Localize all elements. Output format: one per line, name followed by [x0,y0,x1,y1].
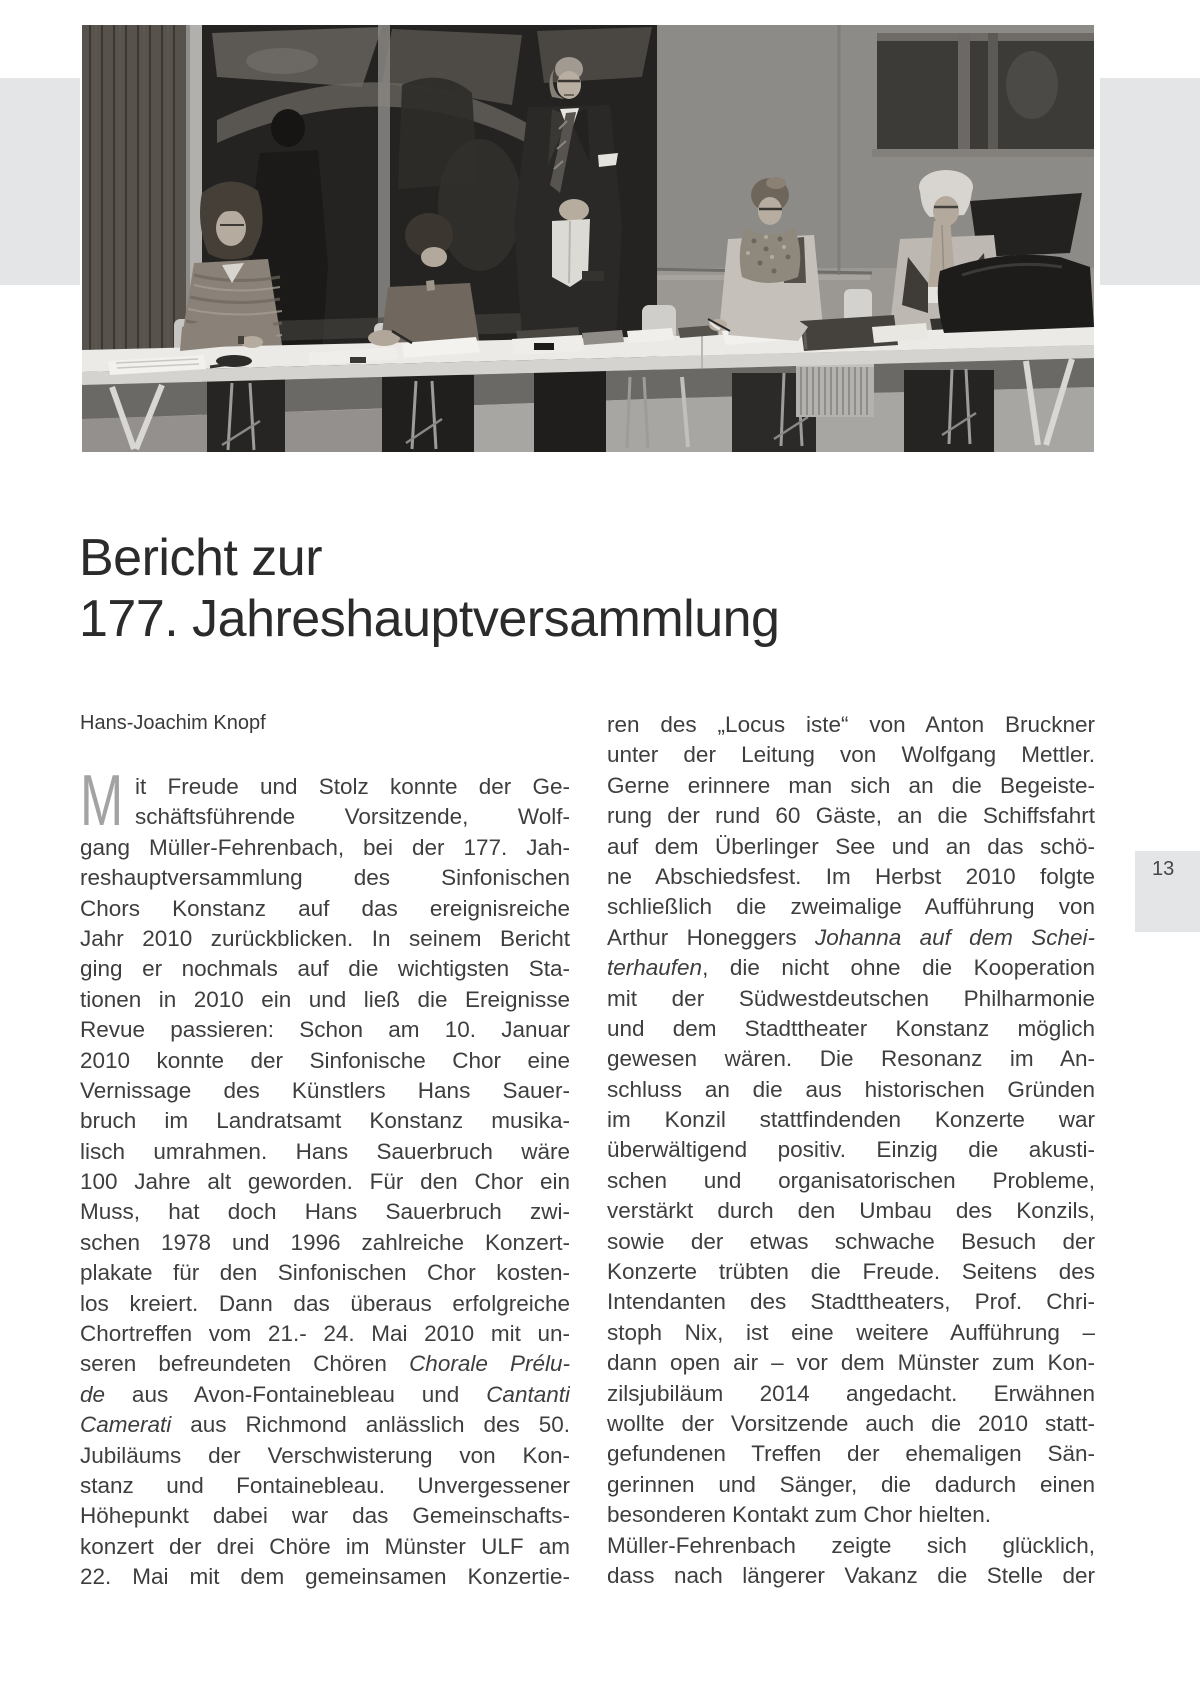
text-line: mit der Südwestdeutschen Philharmonie [607,985,1095,1011]
text-line: schäftsführende Vorsitzende, Wolf- [135,804,570,830]
text-column-left [80,772,570,1593]
article-title-line1: Bericht zur [79,529,323,587]
text-line: los kreiert. Dann das überaus erfolgreiche [80,1290,570,1316]
text-line: Muss, hat doch Hans Sauerbruch zwi- [80,1199,570,1225]
text-column-right [607,710,1095,1591]
author-byline: Hans-Joachim Knopf [80,712,266,734]
text-line: Chortreffen vom 21.- 24. Mai 2010 mit un- [80,1321,570,1347]
text-line: konzert der drei Chöre im Münster ULF am [80,1533,570,1559]
text-line: dann open air – vor dem Münster zum Kon- [607,1350,1095,1376]
text-line: Jubiläums der Verschwisterung von Kon- [80,1442,570,1468]
text-line: Höhepunkt dabei war das Gemeinschafts- [80,1503,570,1529]
page-number: 13 [1152,858,1175,880]
text-line: verstärkt durch den Umbau des Konzils, [607,1198,1095,1224]
left-margin-band [0,78,80,285]
text-line: tionen in 2010 ein und ließ die Ereignisse [80,986,570,1012]
text-line: reshauptversammlung des Sinfonischen [80,865,570,891]
text-line: sowie der etwas schwache Besuch der [607,1228,1095,1254]
text-line: terhaufen, die nicht ohne die Kooperation [607,955,1095,981]
text-line: schließlich die zweimalige Aufführung von [607,894,1095,920]
meeting-photo [82,25,1094,452]
text-line: Jahr 2010 zurückblicken. In seinem Bericht [80,925,570,951]
text-line: schen 1978 und 1996 zahlreiche Konzert- [80,1229,570,1255]
text-line: 2010 konnte der Sinfonische Chor eine [80,1047,570,1073]
text-line: überwältigend positiv. Einzig die akusti- [607,1137,1095,1163]
drop-cap-letter: M [80,761,124,841]
text-line: gerinnen und Sänger, die dadurch einen [607,1471,1095,1497]
text-line: ne Abschiedsfest. Im Herbst 2010 folgte [607,863,1095,889]
text-line: ging er nochmals auf die wichtigsten Sta- [80,956,570,982]
text-line: gefundenen Treffen der ehemaligen Sän- [607,1441,1095,1467]
text-line: bruch im Landratsamt Konstanz musika- [80,1108,570,1134]
text-line: im Konzil stattfindenden Konzerte war [607,1107,1095,1133]
page-number-badge [1135,851,1200,932]
text-line: ren des „Locus iste“ von Anton Bruckner [607,712,1095,737]
right-margin-band [1100,78,1200,285]
text-line: und dem Stadttheater Konstanz möglich [607,1015,1095,1041]
text-line: Müller-Fehrenbach zeigte sich glücklich, [607,1532,1095,1558]
text-line: seren befreundeten Chören Chorale Prélu- [80,1351,570,1377]
meeting-photo-illustration [82,25,1094,452]
text-line: lisch umrahmen. Hans Sauerbruch wäre [80,1138,570,1164]
text-line: schluss an die aus historischen Gründen [607,1076,1095,1102]
text-line: stoph Nix, ist eine weitere Aufführung – [607,1319,1095,1345]
text-line: plakate für den Sinfonischen Chor kosten- [80,1260,570,1286]
text-line: it Freude und Stolz konnte der Ge- [135,774,570,799]
text-line: gang Müller-Fehrenbach, bei der 177. Jah- [80,834,570,860]
text-line: wollte der Vorsitzende auch die 2010 statt- [607,1410,1095,1436]
text-line: de aus Avon-Fontainebleau und Cantanti [80,1381,570,1407]
text-line: Camerati aus Richmond anlässlich des 50. [80,1412,570,1438]
text-line: unter der Leitung von Wolfgang Mettler. [607,742,1095,768]
text-line: 22. Mai mit dem gemeinsamen Konzertie- [80,1564,570,1590]
article-title-line2: 177. Jahreshauptversammlung [79,590,780,648]
text-line: auf dem Überlinger See und an das schö- [607,833,1095,859]
text-line: dass nach längerer Vakanz die Stelle der [607,1562,1095,1588]
text-line: zilsjubiläum 2014 angedacht. Erwähnen [607,1380,1095,1406]
text-line: gewesen wären. Die Resonanz im An- [607,1046,1095,1072]
text-line: Revue passieren: Schon am 10. Januar [80,1017,570,1043]
text-line: Intendanten des Stadttheaters, Prof. Chri- [607,1289,1095,1315]
text-line: besonderen Kontakt zum Chor hielten. [607,1502,991,1528]
text-line: Vernissage des Künstlers Hans Sauer- [80,1077,570,1103]
text-line: schen und organisatorischen Probleme, [607,1167,1095,1193]
text-line: stanz und Fontainebleau. Unvergessener [80,1472,570,1498]
text-line: Arthur Honeggers Johanna auf dem Schei- [607,924,1095,950]
text-line: rung der rund 60 Gäste, an die Schiffsfahrt [607,803,1095,829]
article-title [79,528,779,650]
text-line: Gerne erinnere man sich an die Begeiste- [607,772,1095,798]
text-line: Chors Konstanz auf das ereignisreiche [80,895,570,921]
text-line: Konzerte trübten die Freude. Seitens des [607,1259,1095,1285]
text-line: 100 Jahre alt geworden. Für den Chor ein [80,1169,570,1195]
